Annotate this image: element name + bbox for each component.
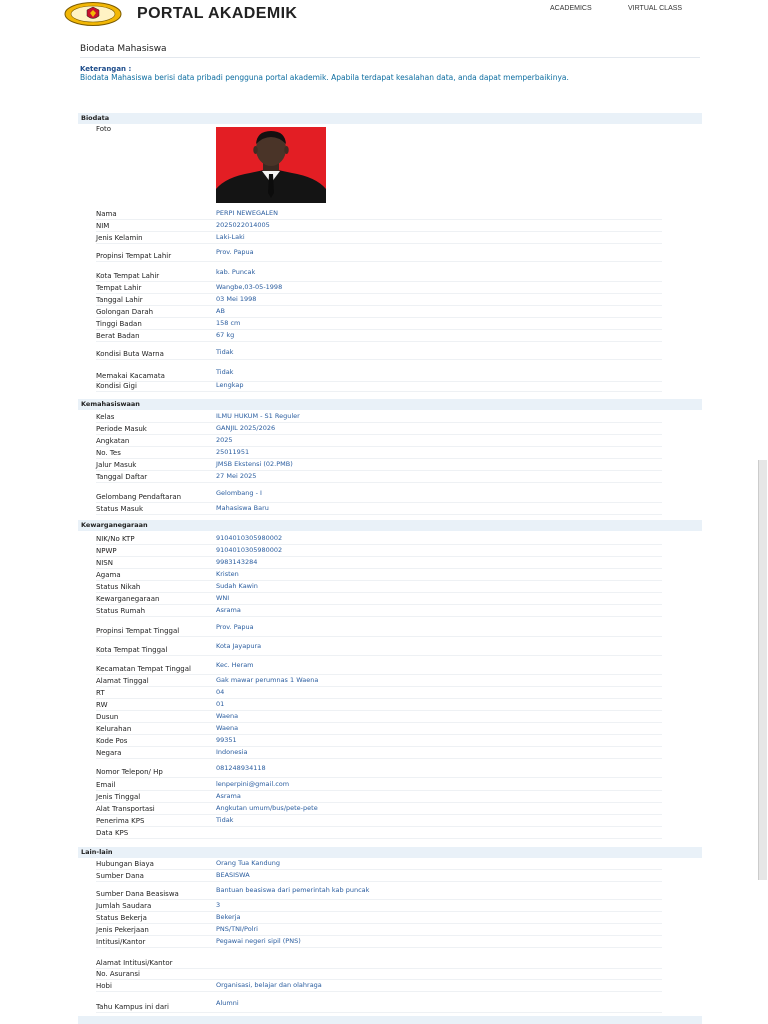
info-row xyxy=(96,435,662,447)
field-value: Wangbe,03-05-1998 xyxy=(216,283,283,291)
info-row xyxy=(96,282,662,294)
field-label: Tinggi Badan xyxy=(96,320,142,328)
field-label: Jenis Pekerjaan xyxy=(96,926,149,934)
field-value: Prov. Papua xyxy=(216,248,254,256)
field-value: GANJIL 2025/2026 xyxy=(216,424,276,432)
info-row xyxy=(96,723,662,735)
field-label: Tanggal Lahir xyxy=(96,296,143,304)
info-row xyxy=(96,380,662,392)
info-row xyxy=(96,803,662,815)
field-label: Sumber Dana xyxy=(96,872,144,880)
field-value: Asrama xyxy=(216,792,241,800)
info-row xyxy=(96,968,662,980)
field-value: 9983143284 xyxy=(216,558,258,566)
section-title: Kewarganegaraan xyxy=(81,521,148,529)
info-row xyxy=(96,900,662,912)
field-label: Jumlah Saudara xyxy=(96,902,152,910)
info-row xyxy=(96,605,662,617)
field-label: Email xyxy=(96,781,116,789)
info-row xyxy=(96,208,662,220)
field-value: 27 Mei 2025 xyxy=(216,472,257,480)
field-value: 2025 xyxy=(216,436,233,444)
section-header-kewarganegaraan xyxy=(78,520,702,531)
field-value: Bantuan beasiswa dari pemerintah kab puncak xyxy=(216,886,370,894)
field-value: Gelombang - I xyxy=(216,489,262,497)
field-value: Mahasiswa Baru xyxy=(216,504,269,512)
info-row xyxy=(96,779,662,791)
field-label: RW xyxy=(96,701,108,709)
field-label: Penerima KPS xyxy=(96,817,145,825)
field-value: Kec. Heram xyxy=(216,661,254,669)
field-value: Sudah Kawin xyxy=(216,582,258,590)
field-label: No. Tes xyxy=(96,449,121,457)
field-label: Status Nikah xyxy=(96,583,141,591)
info-row xyxy=(96,936,662,948)
section-header-next xyxy=(78,1016,702,1024)
info-row xyxy=(96,699,662,711)
field-value: Lengkap xyxy=(216,381,244,389)
info-row xyxy=(96,485,662,503)
field-value: Alumni xyxy=(216,999,239,1007)
field-value: AB xyxy=(216,307,225,315)
section-header-kemahasiswaan xyxy=(78,399,702,410)
field-value: 3 xyxy=(216,901,221,909)
info-row xyxy=(96,306,662,318)
field-label: NPWP xyxy=(96,547,117,555)
field-value: WNI xyxy=(216,594,230,602)
info-row xyxy=(96,827,662,839)
field-label: Nomor Telepon/ Hp xyxy=(96,768,163,776)
student-photo xyxy=(216,127,326,203)
field-label: Kota Tempat Lahir xyxy=(96,272,160,280)
section-title: Lain-lain xyxy=(81,848,113,856)
field-label: Kecamatan Tempat Tinggal xyxy=(96,665,191,673)
field-value: 04 xyxy=(216,688,225,696)
field-label: Kewarganegaraan xyxy=(96,595,160,603)
field-label: Hubungan Biaya xyxy=(96,860,154,868)
foto-row xyxy=(96,125,662,134)
field-label: Alamat Intitusi/Kantor xyxy=(96,959,173,967)
info-row xyxy=(96,711,662,723)
field-value: 01 xyxy=(216,700,225,708)
field-label: Status Rumah xyxy=(96,607,146,615)
field-value: kab. Puncak xyxy=(216,268,256,276)
info-row xyxy=(96,759,662,778)
info-row xyxy=(96,294,662,306)
info-row xyxy=(96,791,662,803)
info-row xyxy=(96,687,662,699)
info-row xyxy=(96,924,662,936)
field-value: Indonesia xyxy=(216,748,248,756)
field-value: 9104010305980002 xyxy=(216,546,283,554)
field-label: Dusun xyxy=(96,713,119,721)
info-row xyxy=(96,459,662,471)
nav-virtual-class-link[interactable]: VIRTUAL CLASS xyxy=(628,5,683,12)
field-label: Memakai Kacamata xyxy=(96,372,165,380)
field-value: Tidak xyxy=(216,368,234,376)
field-value: lenperpini@gmail.com xyxy=(216,780,290,788)
info-row xyxy=(96,675,662,687)
field-label: RT xyxy=(96,689,105,697)
field-label: Alat Transportasi xyxy=(96,805,155,813)
field-label: No. Asuransi xyxy=(96,970,140,978)
info-row xyxy=(96,593,662,605)
field-value: Orang Tua Kandung xyxy=(216,859,280,867)
info-row xyxy=(96,411,662,423)
person-silhouette-icon xyxy=(216,127,326,203)
field-value: 158 cm xyxy=(216,319,241,327)
info-row xyxy=(96,858,662,870)
field-value: Kota Jayapura xyxy=(216,642,262,650)
field-label: Jenis Tinggal xyxy=(96,793,141,801)
field-label: Jenis Kelamin xyxy=(96,234,143,242)
field-label: Kelas xyxy=(96,413,115,421)
field-label: Status Masuk xyxy=(96,505,143,513)
field-label: Nama xyxy=(96,210,117,218)
field-value: 2025022014005 xyxy=(216,221,270,229)
field-value: JMSB Ekstensi (02.PMB) xyxy=(216,460,293,468)
field-label: Tahu Kampus ini dari xyxy=(96,1003,169,1011)
info-row xyxy=(96,995,662,1013)
field-label: Negara xyxy=(96,749,122,757)
top-bar xyxy=(0,0,768,30)
info-row xyxy=(96,557,662,569)
field-value: Tidak xyxy=(216,347,234,356)
info-row xyxy=(96,471,662,483)
info-row xyxy=(96,232,662,244)
field-label: Kelurahan xyxy=(96,725,132,733)
info-row xyxy=(96,735,662,747)
field-value: BEASISWA xyxy=(216,871,250,879)
field-value: Laki-Laki xyxy=(216,233,245,241)
info-row xyxy=(96,951,662,969)
field-value: 03 Mei 1998 xyxy=(216,295,257,303)
field-value: Bekerja xyxy=(216,913,241,921)
info-row xyxy=(96,330,662,342)
field-label: Angkatan xyxy=(96,437,130,445)
info-row xyxy=(96,581,662,593)
info-row xyxy=(96,220,662,232)
field-label: Hobi xyxy=(96,982,112,990)
info-row xyxy=(96,619,662,637)
field-label: Gelombang Pendaftaran xyxy=(96,493,182,501)
info-row xyxy=(96,980,662,992)
keterangan-label: Keterangan : xyxy=(80,65,132,73)
field-label: NIM xyxy=(96,222,110,230)
nav-academics-link[interactable]: ACADEMICS xyxy=(550,5,592,12)
university-logo-icon[interactable] xyxy=(64,2,122,26)
field-value: 99351 xyxy=(216,736,237,744)
info-row xyxy=(96,533,662,545)
field-label: Tempat Lahir xyxy=(96,284,142,292)
field-label: Kondisi Gigi xyxy=(96,382,137,390)
field-label: Propinsi Tempat Tinggal xyxy=(96,627,180,635)
info-row xyxy=(96,244,662,262)
field-label: NIK/No KTP xyxy=(96,535,135,543)
field-label: Berat Badan xyxy=(96,332,140,340)
field-label: Status Bekerja xyxy=(96,914,147,922)
field-value: 25011951 xyxy=(216,448,250,456)
field-label: Periode Masuk xyxy=(96,425,147,433)
field-value: 9104010305980002 xyxy=(216,534,283,542)
info-row xyxy=(96,318,662,330)
info-row xyxy=(96,423,662,435)
field-value: PERPI NEWEGALEN xyxy=(216,209,279,217)
section-header-lain-lain xyxy=(78,847,702,858)
info-row xyxy=(96,657,662,675)
info-row xyxy=(96,747,662,759)
info-row xyxy=(96,447,662,459)
page-title: Biodata Mahasiswa xyxy=(80,44,167,54)
vertical-scrollbar[interactable] xyxy=(758,460,767,880)
field-value: PNS/TNI/Polri xyxy=(216,925,258,933)
field-value: Waena xyxy=(216,724,239,732)
info-row xyxy=(96,870,662,882)
portal-title[interactable]: PORTAL AKADEMIK xyxy=(137,5,298,22)
info-row xyxy=(96,882,662,900)
field-label: Intitusi/Kantor xyxy=(96,938,146,946)
field-label: Jalur Masuk xyxy=(96,461,137,469)
field-value: Angkutan umum/bus/pete-pete xyxy=(216,804,318,812)
field-value: ILMU HUKUM - S1 Reguler xyxy=(216,412,300,420)
field-value: Gak mawar perumnas 1 Waena xyxy=(216,676,319,684)
keterangan-text: Biodata Mahasiswa berisi data pribadi pengguna portal akademik. Apabila terdapat kesalahan data, anda dapat memperbaikinya. xyxy=(80,73,569,82)
title-divider xyxy=(80,57,700,58)
info-row xyxy=(96,503,662,515)
field-label: Agama xyxy=(96,571,121,579)
field-label: Tanggal Daftar xyxy=(96,473,148,481)
field-label: Sumber Dana Beasiswa xyxy=(96,890,179,898)
field-label: Alamat Tinggal xyxy=(96,677,149,685)
foto-label: Foto xyxy=(96,125,112,133)
field-value: 081248934118 xyxy=(216,763,266,772)
field-value: Prov. Papua xyxy=(216,623,254,631)
info-row xyxy=(96,345,662,360)
info-row xyxy=(96,815,662,827)
field-value: 67 kg xyxy=(216,331,235,339)
field-value: Kristen xyxy=(216,570,239,578)
info-row xyxy=(96,912,662,924)
info-row xyxy=(96,638,662,656)
field-value: Organisasi, belajar dan olahraga xyxy=(216,981,322,989)
section-title: Biodata xyxy=(81,114,110,122)
field-value: Pegawai negeri sipil (PNS) xyxy=(216,937,301,945)
info-row xyxy=(96,569,662,581)
field-value: Waena xyxy=(216,712,239,720)
info-row xyxy=(96,264,662,282)
field-label: Propinsi Tempat Lahir xyxy=(96,252,172,260)
field-label: Kondisi Buta Warna xyxy=(96,350,164,358)
field-label: Data KPS xyxy=(96,829,129,837)
section-title: Kemahasiswaan xyxy=(81,400,140,408)
section-header-biodata xyxy=(78,113,702,124)
field-label: Golongan Darah xyxy=(96,308,154,316)
field-label: Kota Tempat Tinggal xyxy=(96,646,168,654)
field-label: NISN xyxy=(96,559,113,567)
info-row xyxy=(96,545,662,557)
field-label: Kode Pos xyxy=(96,737,128,745)
field-value: Tidak xyxy=(216,816,234,824)
field-value: Asrama xyxy=(216,606,241,614)
